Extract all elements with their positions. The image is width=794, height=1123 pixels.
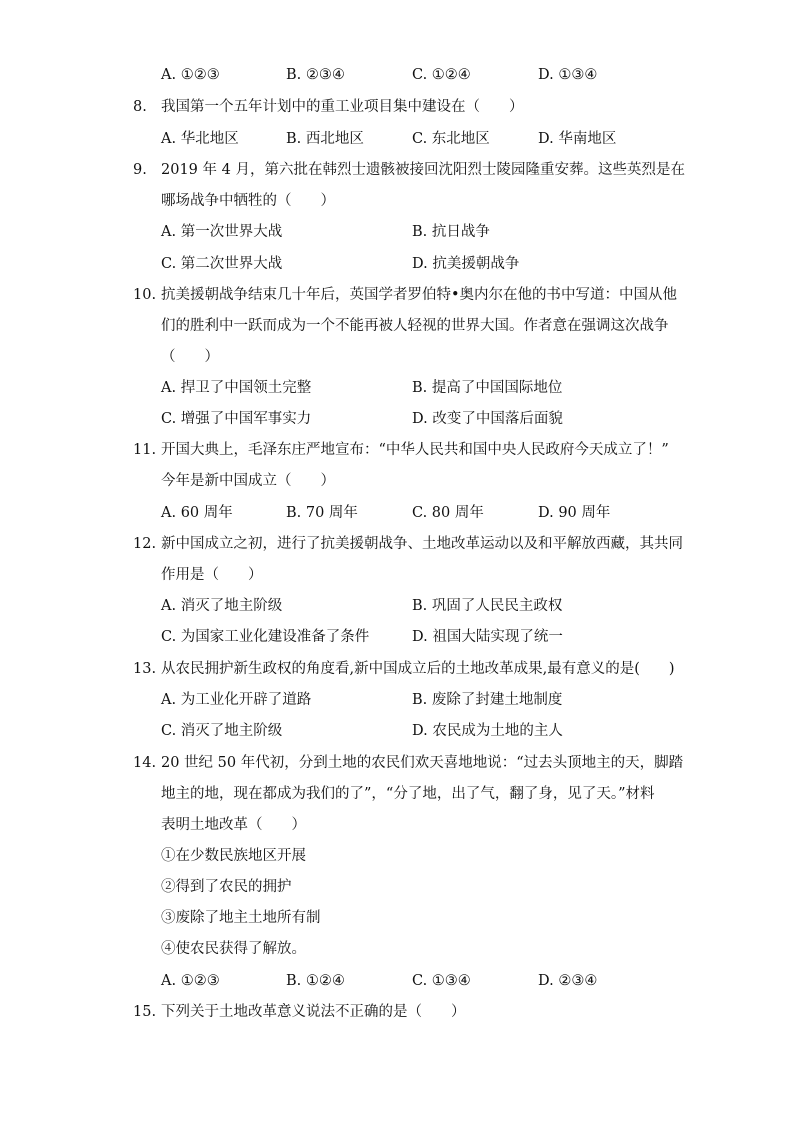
question-stem-line-2: 们的胜利中一跃而成为一个不能再被人轻视的世界大国。作者意在强调这次战争 (161, 318, 669, 334)
option-a[interactable]: A. 60 周年 (161, 505, 233, 521)
option-a[interactable]: A. ①②③ (161, 67, 220, 83)
option-c[interactable]: C. ①②④ (412, 67, 471, 83)
option-c[interactable]: C. ①③④ (412, 973, 471, 989)
question-stem-line-3: （ ） (161, 349, 219, 365)
question-number: 9. (133, 162, 147, 178)
option-b[interactable]: B. 提高了中国国际地位 (412, 380, 563, 396)
question-stem-line-1: 抗美援朝战争结束几十年后，英国学者罗伯特•奥内尔在他的书中写道：中国从他 (161, 287, 678, 303)
question-number: 13. (133, 661, 157, 677)
option-a[interactable]: A. 捍卫了中国领土完整 (161, 380, 312, 396)
option-b[interactable]: B. ①②④ (286, 973, 345, 989)
question-stem-line-1: 20 世纪 50 年代初，分到土地的农民们欢天喜地地说：“过去头顶地主的天，脚踏 (161, 755, 684, 771)
question-number: 15. (133, 1004, 157, 1020)
option-a[interactable]: A. 第一次世界大战 (161, 224, 283, 240)
question-number: 8. (133, 99, 147, 115)
question-stem: 下列关于土地改革意义说法不正确的是（ ） (161, 1004, 466, 1020)
question-number: 14. (133, 755, 157, 771)
option-a[interactable]: A. 消灭了地主阶级 (161, 598, 283, 614)
option-c[interactable]: C. 增强了中国军事实力 (161, 411, 312, 427)
option-a[interactable]: A. ①②③ (161, 973, 220, 989)
option-a[interactable]: A. 华北地区 (161, 131, 239, 147)
option-d[interactable]: D. 祖国大陆实现了统一 (412, 629, 563, 645)
question-number: 11. (133, 442, 157, 458)
question-stem: 我国第一个五年计划中的重工业项目集中建设在（ ） (161, 99, 524, 115)
option-d[interactable]: D. ②③④ (538, 973, 598, 989)
option-d[interactable]: D. 农民成为土地的主人 (412, 723, 563, 739)
question-stem: 从农民拥护新生政权的角度看,新中国成立后的土地改革成果,最有意义的是( ) (161, 661, 675, 677)
option-c[interactable]: C. 第二次世界大战 (161, 256, 283, 272)
option-b[interactable]: B. ②③④ (286, 67, 345, 83)
option-c[interactable]: C. 80 周年 (412, 505, 484, 521)
option-b[interactable]: B. 西北地区 (286, 131, 364, 147)
option-c[interactable]: C. 消灭了地主阶级 (161, 723, 283, 739)
option-c[interactable]: C. 东北地区 (412, 131, 490, 147)
question-stem-line-1: 2019 年 4 月，第六批在韩烈士遗骸被接回沈阳烈士陵园隆重安葬。这些英烈是在 (161, 162, 685, 178)
statement-item: ③废除了地主土地所有制 (161, 910, 321, 926)
option-d[interactable]: D. 华南地区 (538, 131, 617, 147)
option-a[interactable]: A. 为工业化开辟了道路 (161, 692, 312, 708)
question-stem-line-2: 哪场战争中牺牲的（ ） (161, 193, 335, 209)
option-b[interactable]: B. 70 周年 (286, 505, 358, 521)
option-d[interactable]: D. 改变了中国落后面貌 (412, 411, 563, 427)
question-stem-line-1: 开国大典上，毛泽东庄严地宣布：“中华人民共和国中央人民政府今天成立了！” (161, 442, 669, 458)
statement-item: ②得到了农民的拥护 (161, 879, 292, 895)
statement-item: ④使农民获得了解放。 (161, 941, 306, 957)
option-c[interactable]: C. 为国家工业化建设准备了条件 (161, 629, 370, 645)
question-stem-line-1: 新中国成立之初，进行了抗美援朝战争、土地改革运动以及和平解放西藏，其共同 (161, 536, 683, 552)
question-stem-line-2: 作用是（ ） (161, 567, 263, 583)
question-stem-line-2: 地主的地，现在都成为我们的了”，“分了地，出了气，翻了身，见了天。”材料 (161, 786, 655, 802)
option-d[interactable]: D. 抗美援朝战争 (412, 256, 520, 272)
question-stem-line-3: 表明土地改革（ ） (161, 817, 306, 833)
option-d[interactable]: D. 90 周年 (538, 505, 611, 521)
question-number: 12. (133, 536, 157, 552)
option-b[interactable]: B. 抗日战争 (412, 224, 490, 240)
option-b[interactable]: B. 巩固了人民民主政权 (412, 598, 563, 614)
statement-item: ①在少数民族地区开展 (161, 848, 306, 864)
question-number: 10. (133, 287, 157, 303)
option-b[interactable]: B. 废除了封建土地制度 (412, 692, 563, 708)
question-stem-line-2: 今年是新中国成立（ ） (161, 473, 335, 489)
option-d[interactable]: D. ①③④ (538, 67, 598, 83)
